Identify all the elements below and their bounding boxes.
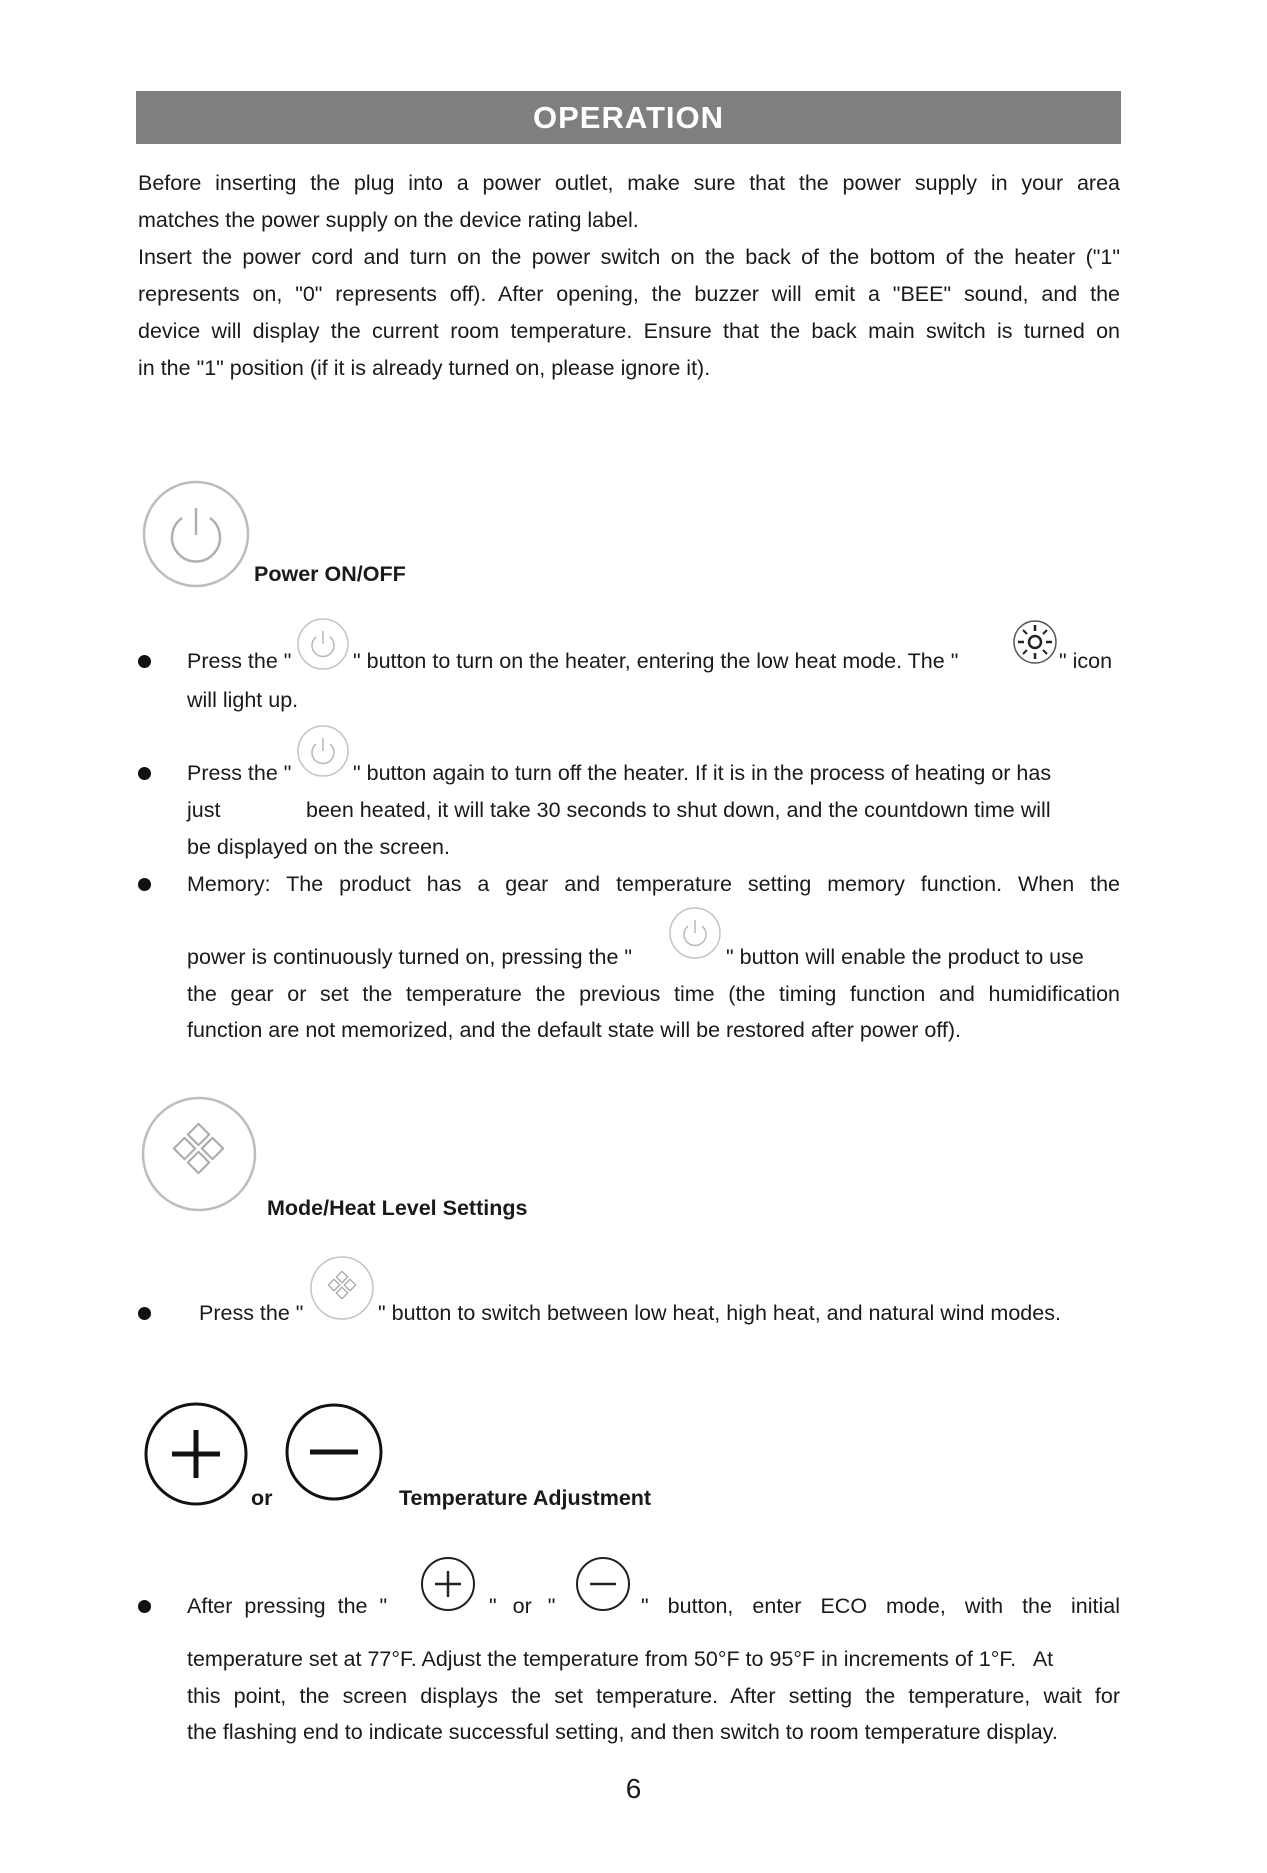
bullet-text: temperature set at 77°F. Adjust the temperature from 50°F to 95°F in increments of 1°F. At (187, 1647, 1054, 1671)
bullet-text: be displayed on the screen. (187, 835, 450, 859)
bullet-text: the flashing end to indicate successful setting, and then switch to room temperature display. (187, 1720, 1058, 1744)
bullet-text: " button will enable the product to use (726, 945, 1084, 969)
intro-paragraph (138, 165, 1120, 387)
mode-diamonds-icon (309, 1255, 375, 1321)
power-icon (296, 617, 350, 671)
bullet-text: this point, the screen displays the set temperature. After setting the temperature, wait for (187, 1684, 1120, 1708)
plus-circle-icon (142, 1400, 250, 1508)
bullet-dot (138, 655, 151, 668)
bullet-text: Memory: The product has a gear and temperature setting memory function. When the (187, 872, 1120, 896)
bullet-text: the gear or set the temperature the previous time (the timing function and humidification (187, 982, 1120, 1006)
intro-line: represents on, "0" represents off). After opening, the buzzer will emit a "BEE" sound, and the (138, 282, 1120, 306)
bullet-text: " button to turn on the heater, entering the low heat mode. The " (353, 649, 959, 673)
plus-circle-icon (419, 1555, 477, 1613)
power-heading: Power ON/OFF (254, 562, 406, 586)
bullet-dot (138, 767, 151, 780)
intro-line: device will display the current room temperature. Ensure that the back main switch is turned on (138, 319, 1120, 343)
intro-line: Before inserting the plug into a power outlet, make sure that the power supply in your area (138, 171, 1120, 195)
sun-heat-icon (1012, 619, 1058, 665)
bullet-text: been heated, it will take 30 seconds to shut down, and the countdown time will (306, 798, 1051, 822)
bullet-text: " or " (489, 1594, 556, 1618)
banner-title: OPERATION (533, 99, 724, 135)
minus-circle-icon (284, 1400, 384, 1504)
bullet-text: Press the " (199, 1301, 304, 1325)
bullet-text: " button, enter ECO mode, with the initial (641, 1594, 1120, 1618)
power-icon (668, 906, 722, 960)
mode-heading: Mode/Heat Level Settings (267, 1196, 528, 1220)
intro-line: Insert the power cord and turn on the power switch on the back of the bottom of the heater ("1" (138, 245, 1120, 269)
bullet-text: " icon (1059, 649, 1113, 673)
bullet-text: function are not memorized, and the default state will be restored after power off). (187, 1018, 962, 1042)
bullet-text: Press the " (187, 649, 292, 673)
bullet-text: After pressing the " (187, 1594, 388, 1618)
bullet-text: power is continuously turned on, pressing the " (187, 945, 633, 969)
power-icon (296, 724, 350, 778)
or-label: or (251, 1486, 273, 1510)
bullet-text: Press the " (187, 761, 292, 785)
bullet-text: " button again to turn off the heater. If it is in the process of heating or has (353, 761, 1052, 785)
intro-line: in the "1" position (if it is already turned on, please ignore it). (138, 356, 711, 380)
bullet-dot (138, 1307, 151, 1320)
power-icon (140, 478, 252, 590)
section-banner (136, 91, 1121, 144)
intro-line: matches the power supply on the device rating label. (138, 208, 639, 232)
bullet-text: will light up. (187, 688, 299, 712)
minus-circle-icon (574, 1555, 632, 1613)
temp-heading: Temperature Adjustment (399, 1486, 652, 1510)
bullet-dot (138, 1600, 151, 1613)
bullet-dot (138, 878, 151, 891)
page-number: 6 (625, 1773, 642, 1804)
bullet-text: " button to switch between low heat, high heat, and natural wind modes. (378, 1301, 1061, 1325)
bullet-text: just (187, 798, 221, 822)
mode-diamonds-icon (140, 1095, 258, 1213)
